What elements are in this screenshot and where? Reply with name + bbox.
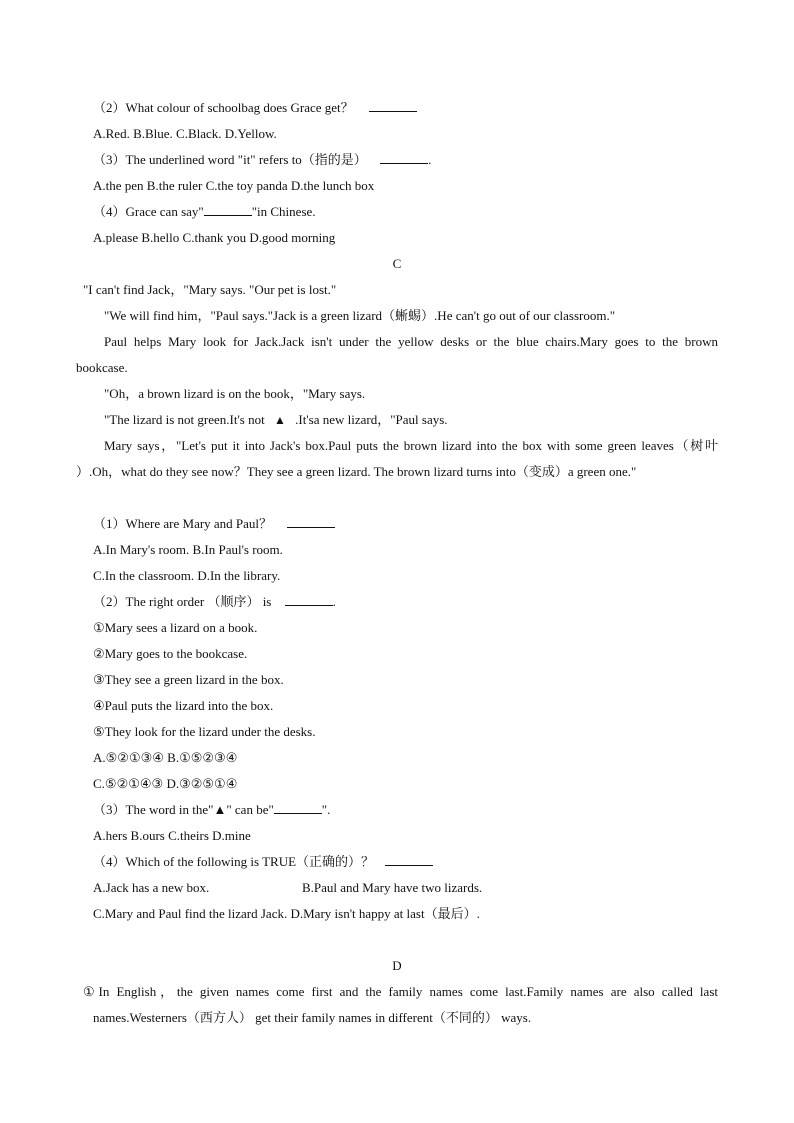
question-c4-option-a: A.Jack has a new box. xyxy=(93,880,210,895)
triangle-icon: ▲ xyxy=(273,413,286,427)
question-c4-option-b: B.Paul and Mary have two lizards. xyxy=(302,880,483,895)
passage-c-line-1: "I can't find Jack，"Mary says. "Our pet is lost." xyxy=(83,282,337,297)
question-b2 xyxy=(93,99,417,117)
question-b3 xyxy=(93,151,431,169)
passage-c-line-7: Mary says，"Let's put it into Jack's box.Paul puts the brown lizard into the box with some green leaves（树叶 xyxy=(104,438,718,453)
order-item-4: ④Paul puts the lizard into the box. xyxy=(93,698,274,713)
question-c2-options-cd: C.⑤②①④③ D.③②⑤①④ xyxy=(93,776,238,791)
question-b3-end: . xyxy=(428,152,432,167)
question-c3 xyxy=(93,801,330,819)
question-c4-options-cd: C.Mary and Paul find the lizard Jack. D.Mary isn't happy at last（最后）. xyxy=(93,906,480,921)
order-item-1: ①Mary sees a lizard on a book. xyxy=(93,620,258,635)
order-item-3: ③They see a green lizard in the box. xyxy=(93,672,284,687)
question-c3-stem-b: ". xyxy=(321,802,331,817)
passage-c-line-6-b: .It'sa new lizard，"Paul says. xyxy=(295,412,448,427)
question-b4-options: A.please B.hello C.thank you D.good morning xyxy=(93,230,336,245)
answer-blank[interactable] xyxy=(204,203,252,216)
question-c1-options-cd: C.In the classroom. D.In the library. xyxy=(93,568,281,583)
answer-blank[interactable] xyxy=(385,853,433,866)
answer-blank[interactable] xyxy=(274,801,322,814)
question-c3-stem-a: （3）The word in the"▲" can be" xyxy=(93,802,274,817)
question-c4 xyxy=(93,853,433,871)
question-b2-options: A.Red. B.Blue. C.Black. D.Yellow. xyxy=(93,126,277,141)
order-item-2: ②Mary goes to the bookcase. xyxy=(93,646,248,661)
passage-c-line-6 xyxy=(104,411,448,429)
question-c2-stem: （2）The right order （顺序） is xyxy=(93,594,272,609)
question-b4-stem-a: （4）Grace can say" xyxy=(93,204,204,219)
question-c2 xyxy=(93,593,336,611)
passage-d-line-1: ①In English，the given names come first and the family names come last.Family names are also called last xyxy=(83,984,718,999)
answer-blank[interactable] xyxy=(369,99,417,112)
passage-c-line-6-a: "The lizard is not green.It's not xyxy=(104,412,265,427)
section-c-heading: C xyxy=(392,256,402,271)
question-c2-end: . xyxy=(332,594,336,609)
answer-blank[interactable] xyxy=(380,151,428,164)
passage-d-line-2: names.Westerners（西方人） get their family names in different（不同的） ways. xyxy=(93,1010,532,1025)
question-b4 xyxy=(93,203,316,221)
passage-c-line-3: Paul helps Mary look for Jack.Jack isn't under the yellow desks or the blue chairs.Mary goes to the brown xyxy=(104,334,718,349)
passage-c-line-5: "Oh，a brown lizard is on the book，"Mary says. xyxy=(104,386,366,401)
question-c1-stem: （1）Where are Mary and Paul？ xyxy=(93,516,273,531)
passage-c-line-8: ）.Oh，what do they see now？They see a green lizard. The brown lizard turns into（变成）a green one." xyxy=(76,464,637,479)
question-c2-options-ab: A.⑤②①③④ B.①⑤②③④ xyxy=(93,750,238,765)
answer-blank[interactable] xyxy=(287,515,335,528)
passage-c-line-2: "We will find him，"Paul says."Jack is a green lizard（蜥蜴）.He can't go out of our classroom." xyxy=(104,308,615,323)
section-d-heading: D xyxy=(392,958,402,973)
question-b3-options: A.the pen B.the ruler C.the toy panda D.the lunch box xyxy=(93,178,375,193)
passage-c-line-4: bookcase. xyxy=(76,360,128,375)
question-b2-stem: （2）What colour of schoolbag does Grace get？ xyxy=(93,100,354,115)
question-b4-stem-b: "in Chinese. xyxy=(251,204,316,219)
question-b3-stem: （3）The underlined word "it" refers to（指的是） xyxy=(93,152,367,167)
order-item-5: ⑤They look for the lizard under the desks. xyxy=(93,724,316,739)
question-c1 xyxy=(93,515,335,533)
answer-blank[interactable] xyxy=(285,593,333,606)
question-c1-options-ab: A.In Mary's room. B.In Paul's room. xyxy=(93,542,283,557)
question-c4-stem: （4）Which of the following is TRUE（正确的）？ xyxy=(93,854,375,869)
question-c3-options: A.hers B.ours C.theirs D.mine xyxy=(93,828,251,843)
